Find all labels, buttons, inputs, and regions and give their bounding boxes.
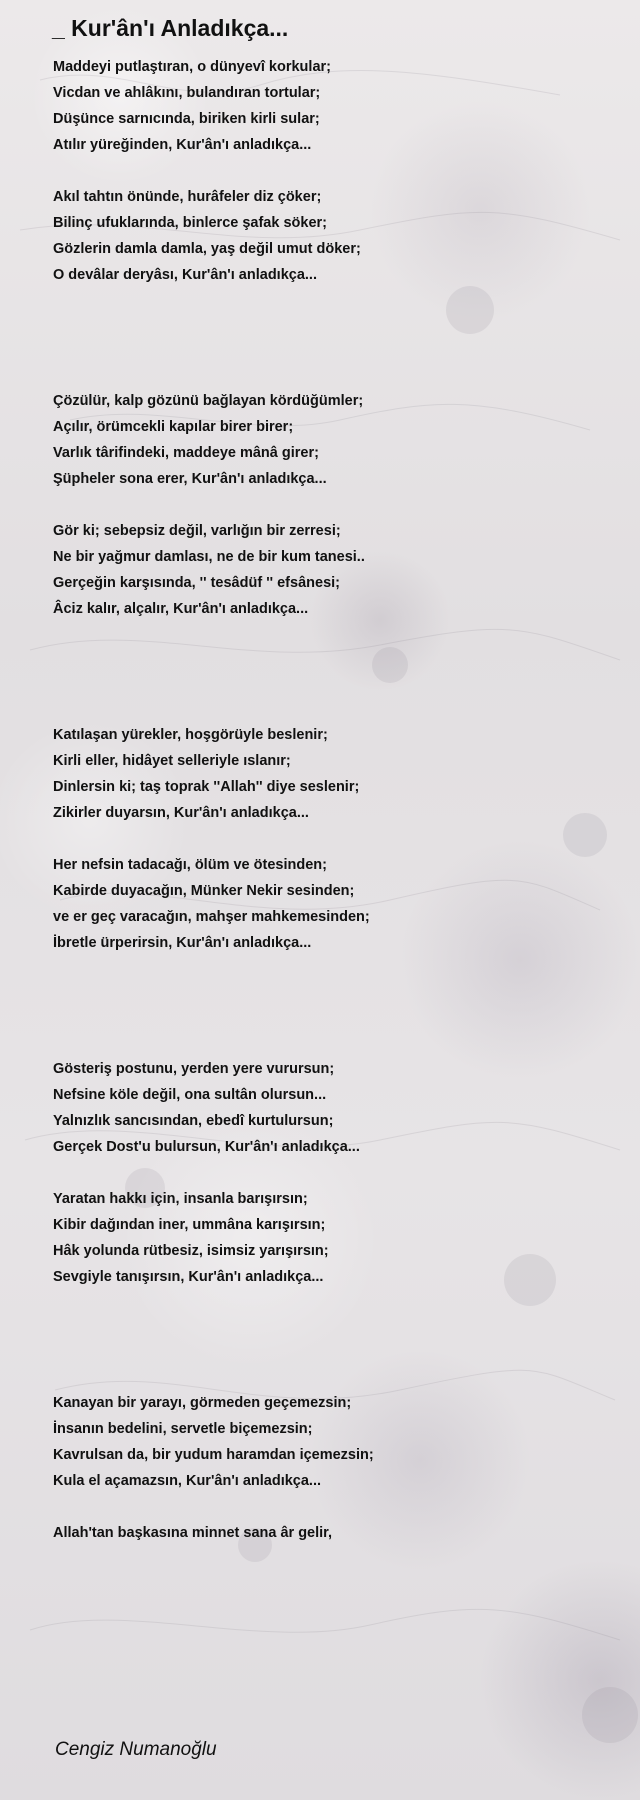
stanza-5	[53, 722, 613, 826]
stanza-8	[53, 1186, 613, 1290]
poem-line: Dinlersin ki; taş toprak ''Allah'' diye seslenir;	[53, 779, 360, 795]
stanza-spacer	[53, 1160, 613, 1186]
poem-line: Düşünce sarnıcında, biriken kirli sular;	[53, 111, 320, 127]
poem-line: Âciz kalır, alçalır, Kur'ân'ı anladıkça...	[53, 601, 309, 617]
poem-line: Kirli eller, hidâyet selleriyle ıslanır;	[53, 753, 291, 769]
stanza-2	[53, 184, 613, 288]
poem-line: Allah'tan başkasına minnet sana âr gelir,	[53, 1525, 333, 1541]
stanza-10	[53, 1520, 613, 1546]
poem-line: Gerçek Dost'u bulursun, Kur'ân'ı anladıkça...	[53, 1139, 360, 1155]
poem-line: Atılır yüreğinden, Kur'ân'ı anladıkça...	[53, 137, 312, 153]
poem-line: O devâlar deryâsı, Kur'ân'ı anladıkça...	[53, 267, 317, 283]
poem-body	[53, 54, 613, 1546]
poem-line: Maddeyi putlaştıran, o dünyevî korkular;	[53, 59, 331, 75]
poem-line: Gösteriş postunu, yerden yere vurursun;	[53, 1061, 335, 1077]
stanza-3	[53, 388, 613, 492]
stanza-4	[53, 518, 613, 622]
poem-line: Vicdan ve ahlâkını, bulandıran tortular;	[53, 85, 321, 101]
author-name: Cengiz Numanoğlu	[55, 1739, 217, 1760]
poem-line: Bilinç ufuklarında, binlerce şafak söker;	[53, 215, 327, 231]
poem-line: Kanayan bir yarayı, görmeden geçemezsin;	[53, 1395, 352, 1411]
poem-line: Hâk yolunda rütbesiz, isimsiz yarışırsın;	[53, 1243, 329, 1259]
poem-title: _ Kur'ân'ı Anladıkça...	[52, 15, 289, 41]
poem-line: Çözülür, kalp gözünü bağlayan kördüğümler;	[53, 393, 364, 409]
poem-line: Sevgiyle tanışırsın, Kur'ân'ı anladıkça...	[53, 1269, 324, 1285]
poem-line: Kabirde duyacağın, Münker Nekir sesinden;	[53, 883, 355, 899]
poem-line: Yalnızlık sancısından, ebedî kurtulursun;	[53, 1113, 334, 1129]
poem-line: Her nefsin tadacağı, ölüm ve ötesinden;	[53, 857, 327, 873]
stanza-spacer	[53, 826, 613, 852]
stanza-9	[53, 1390, 613, 1494]
poem-line: Açılır, örümcekli kapılar birer birer;	[53, 419, 294, 435]
poem-line: Yaratan hakkı için, insanla barışırsın;	[53, 1191, 308, 1207]
section-spacer	[53, 956, 613, 1056]
poem-line: Kavrulsan da, bir yudum haramdan içemezsin;	[53, 1447, 374, 1463]
poem-line: İnsanın bedelini, servetle biçemezsin;	[53, 1421, 313, 1437]
poem-line: ve er geç varacağın, mahşer mahkemesinden;	[53, 909, 370, 925]
stanza-6	[53, 852, 613, 956]
poem-line: Gözlerin damla damla, yaş değil umut döker;	[53, 241, 361, 257]
poem-line: Varlık târifindeki, maddeye mânâ girer;	[53, 445, 319, 461]
poem-line: Katılaşan yürekler, hoşgörüyle beslenir;	[53, 727, 328, 743]
poem-line: Şüpheler sona erer, Kur'ân'ı anladıkça...	[53, 471, 327, 487]
poem-line: Ne bir yağmur damlası, ne de bir kum tanesi..	[53, 549, 365, 565]
poem-line: Kibir dağından iner, ummâna karışırsın;	[53, 1217, 326, 1233]
section-spacer	[53, 288, 613, 388]
poem-line: Gerçeğin karşısında, '' tesâdüf '' efsânesi;	[53, 575, 340, 591]
stanza-spacer	[53, 492, 613, 518]
poem-line: Nefsine köle değil, ona sultân olursun...	[53, 1087, 327, 1103]
section-spacer	[53, 622, 613, 722]
stanza-spacer	[53, 158, 613, 184]
poem-line: Zikirler duyarsın, Kur'ân'ı anladıkça...	[53, 805, 309, 821]
section-spacer	[53, 1290, 613, 1390]
poem-line: Gör ki; sebepsiz değil, varlığın bir zerresi;	[53, 523, 341, 539]
poem-line: Akıl tahtın önünde, hurâfeler diz çöker;	[53, 189, 322, 205]
stanza-spacer	[53, 1494, 613, 1520]
poem-line: İbretle ürperirsin, Kur'ân'ı anladıkça...	[53, 935, 312, 951]
stanza-1	[53, 54, 613, 158]
poem-line: Kula el açamazsın, Kur'ân'ı anladıkça...	[53, 1473, 322, 1489]
stanza-7	[53, 1056, 613, 1160]
